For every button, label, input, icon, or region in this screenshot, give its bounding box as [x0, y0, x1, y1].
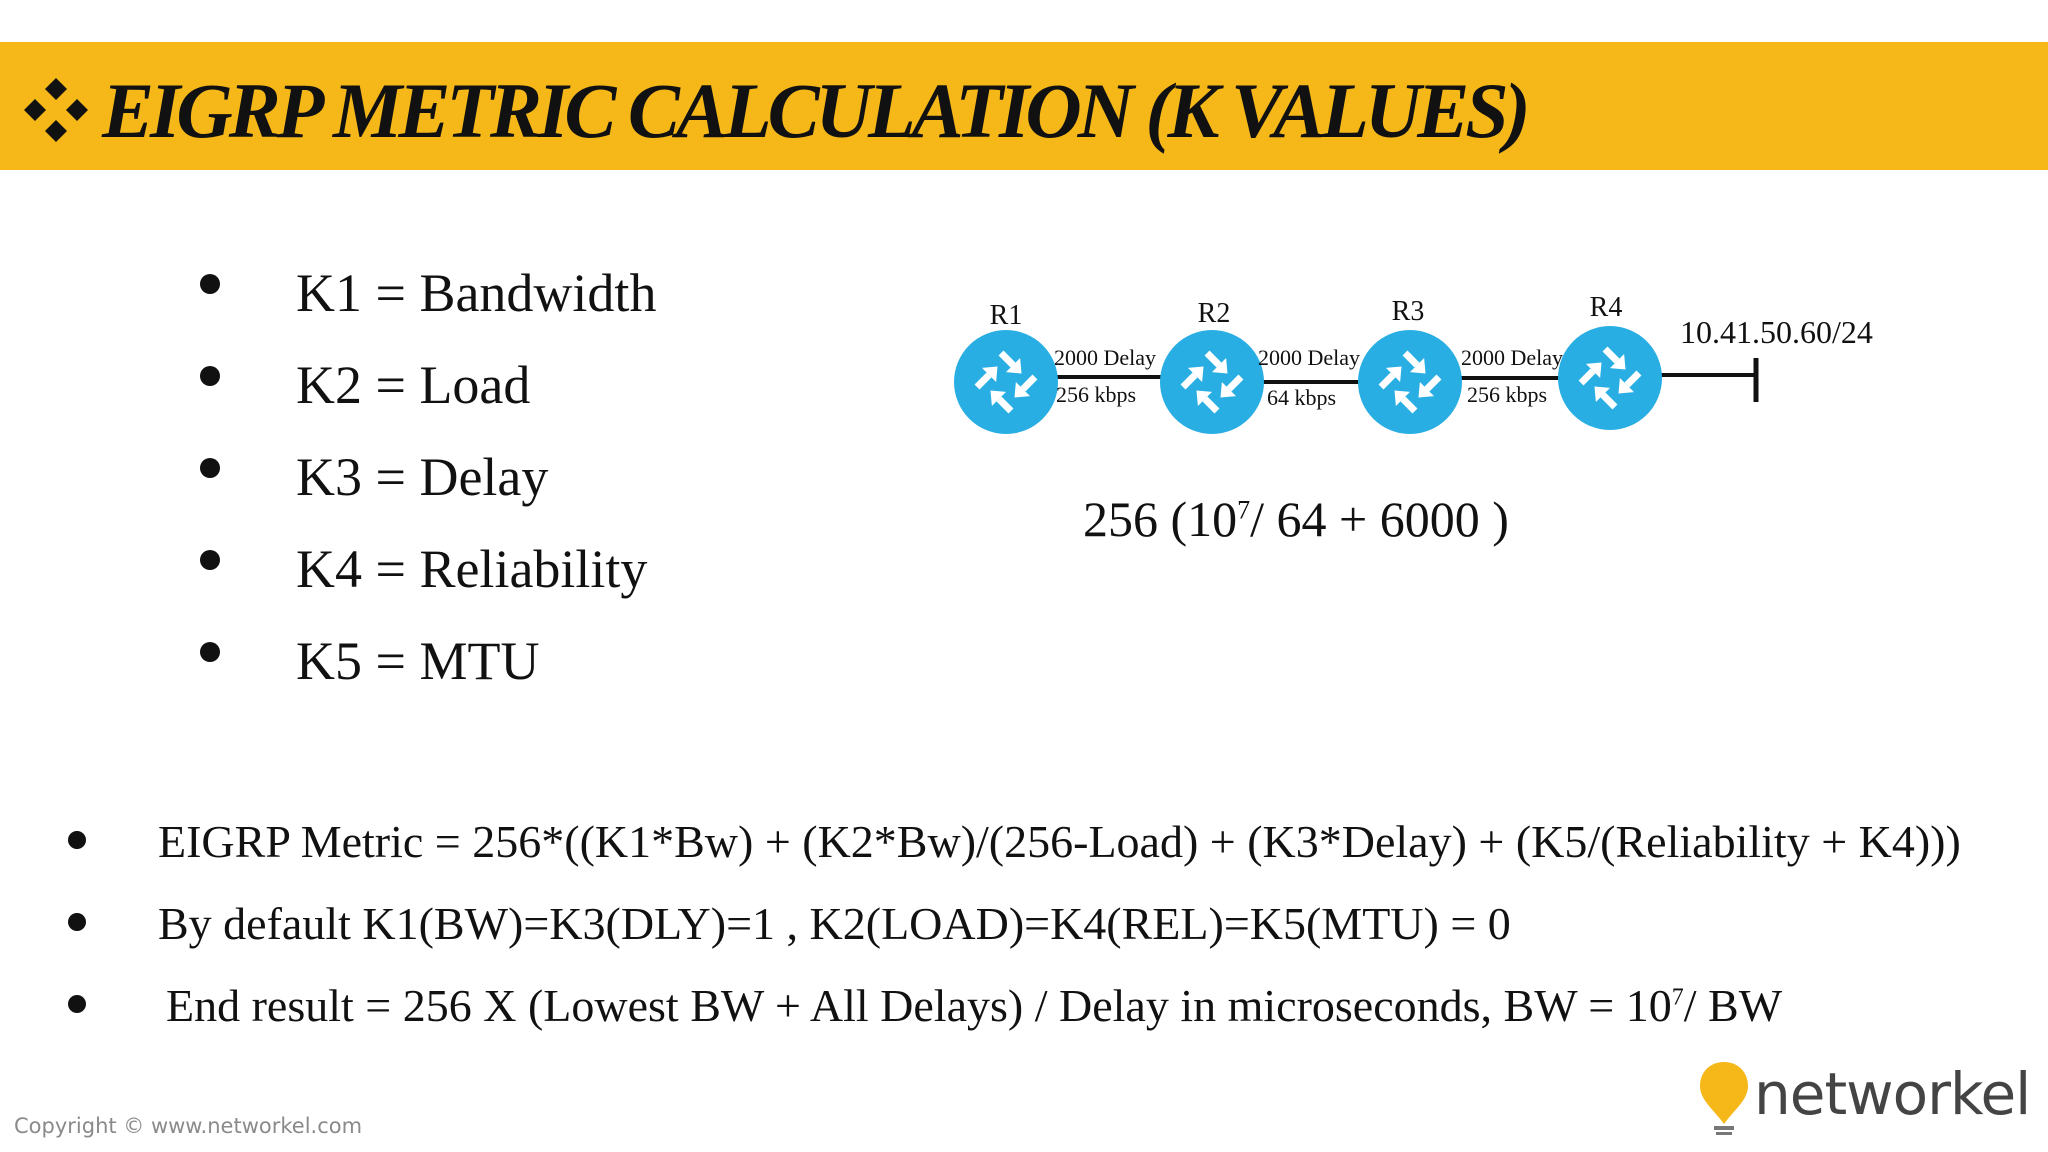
bullet-icon — [68, 913, 86, 931]
page-title: EIGRP METRIC CALCULATION (K VALUES) — [102, 67, 1527, 154]
router-label-r2: R2 — [1197, 298, 1231, 329]
router-r3-icon — [1358, 330, 1462, 434]
bullet-icon — [200, 550, 220, 570]
bullet-icon — [68, 831, 86, 849]
network-topology-diagram — [940, 280, 1940, 460]
router-label-r3: R3 — [1391, 296, 1425, 327]
link-delay-label: 2000 Delay — [1054, 345, 1157, 370]
bullet-icon — [200, 366, 220, 386]
network-address-label: 10.41.50.60/24 — [1680, 314, 1873, 350]
router-r2-icon — [1160, 330, 1264, 434]
diamond-cluster-icon — [20, 74, 92, 146]
networkel-logo — [1696, 1058, 2031, 1138]
router-r4-icon — [1558, 326, 1662, 430]
router-r1-icon — [954, 330, 1058, 434]
copyright-text: Copyright © www.networkel.com — [14, 1114, 363, 1138]
bullet-icon — [200, 274, 220, 294]
bullet-icon — [200, 458, 220, 478]
logo-text: networkel — [1754, 1060, 2031, 1128]
router-label-r1: R1 — [989, 300, 1023, 331]
link-delay-label: 2000 Delay — [1461, 345, 1564, 370]
lightbulb-pin-icon — [1696, 1058, 1752, 1138]
metric-calculation: 256 ($10^7/$ 64 + 6000 ) — [1083, 491, 1509, 547]
link-bandwidth-label: 256 kbps — [1467, 382, 1548, 407]
title-banner — [0, 42, 2048, 170]
bullet-icon — [200, 642, 220, 662]
link-bandwidth-label: 256 kbps — [1056, 382, 1137, 407]
link-delay-label: 2000 Delay — [1258, 345, 1361, 370]
bullet-icon — [68, 995, 86, 1013]
link-bandwidth-label: 64 kbps — [1267, 385, 1337, 410]
router-label-r4: R4 — [1589, 292, 1623, 323]
